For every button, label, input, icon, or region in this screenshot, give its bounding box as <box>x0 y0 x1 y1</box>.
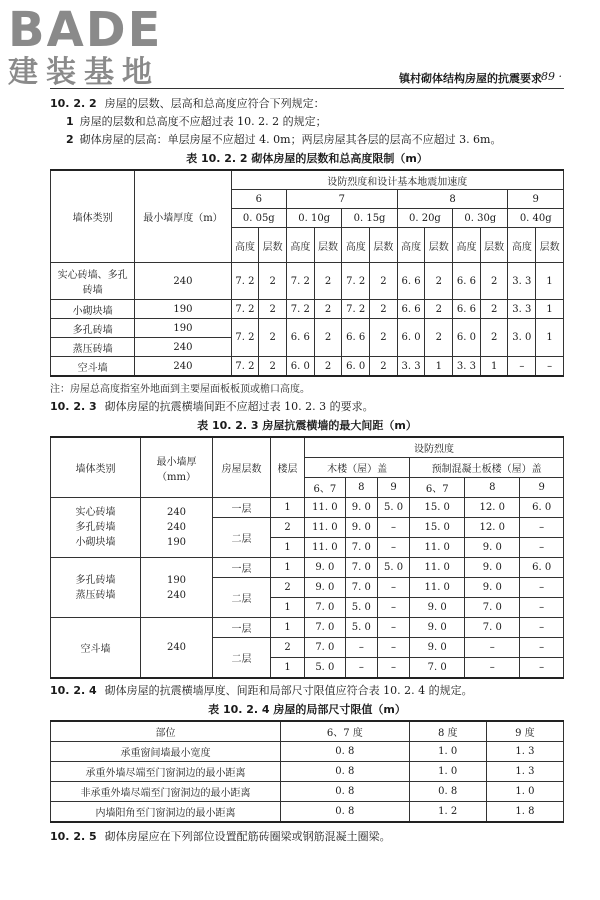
value-cell: 2 <box>370 300 398 319</box>
header-rule <box>50 88 564 89</box>
wall-type-cell: 多孔砖墙 <box>51 319 135 338</box>
wall-type-line: 实心砖墙 <box>75 507 116 518</box>
wall-type-line: 蒸压砖墙 <box>75 589 116 601</box>
value-cell: 5. 0 <box>345 598 377 618</box>
value-cell: 2 <box>259 319 287 357</box>
storeys-cell: 一层 <box>213 618 271 638</box>
value-cell: 2 <box>370 319 398 357</box>
storeys-cell: 二层 <box>213 578 271 618</box>
clause-text: 砌体房屋应在下列部位设置配筋砖圈梁或钢筋混凝土圈梁。 <box>104 830 391 843</box>
value-cell: 9. 0 <box>410 618 465 638</box>
value-cell: – <box>520 658 564 679</box>
height-header: 高度 <box>397 228 425 263</box>
value-cell: 1 <box>425 357 453 377</box>
value-cell: 1 <box>536 263 564 300</box>
value-cell: 7. 2 <box>231 357 259 377</box>
item-number: 2 <box>66 133 74 146</box>
floors-header: 层数 <box>314 228 342 263</box>
wall-spacing-table <box>50 436 564 679</box>
location-cell: 非承重外墙尽端至门窗洞边的最小距离 <box>51 782 281 802</box>
value-cell: 6. 6 <box>397 263 425 300</box>
floors-header: 层数 <box>480 228 508 263</box>
value-cell: 7. 2 <box>231 319 259 357</box>
accel-cell: 0. 20g <box>397 209 452 228</box>
value-cell: 7. 0 <box>410 658 465 679</box>
clause-10-2-2 <box>50 96 564 111</box>
height-header: 高度 <box>453 228 481 263</box>
local-dimension-table <box>50 720 564 823</box>
clause-number: 10. 2. 2 <box>50 97 97 110</box>
header-storeys: 房屋层数 <box>213 437 271 498</box>
value-cell: 7. 0 <box>345 558 377 578</box>
level-cell: 1 <box>271 538 305 558</box>
accel-cell: 0. 40g <box>508 209 564 228</box>
intensity-cell: 9 <box>520 478 564 498</box>
floors-header: 层数 <box>425 228 453 263</box>
value-cell: 2 <box>314 357 342 377</box>
table-note: 注：房屋总高度指室外地面到主要屋面板板顶或檐口高度。 <box>50 384 310 395</box>
floors-header: 层数 <box>259 228 287 263</box>
value-cell: 6. 6 <box>453 263 481 300</box>
wall-type-line: 多孔砖墙 <box>75 522 116 533</box>
value-cell: – <box>377 658 409 679</box>
item-text: 砌体房屋的层高：单层房屋不应超过 4. 0m；两层房屋其各层的层高不应超过 3. 6m。 <box>79 133 502 146</box>
value-cell: 9. 0 <box>465 538 520 558</box>
level-cell: 2 <box>271 638 305 658</box>
value-cell: 1 <box>536 319 564 357</box>
value-cell: 5. 0 <box>377 558 409 578</box>
value-cell: 2 <box>314 319 342 357</box>
value-cell: 1. 2 <box>409 802 486 823</box>
accel-cell: 0. 10g <box>286 209 341 228</box>
wall-type-line: 小砌块墙 <box>75 537 116 548</box>
value-cell: – <box>465 638 520 658</box>
thickness-line: 190 <box>166 537 187 548</box>
value-cell: – <box>536 357 564 377</box>
value-cell: 0. 8 <box>281 782 410 802</box>
value-cell: 6. 0 <box>453 319 481 357</box>
thickness-cell: 190 <box>135 300 231 319</box>
value-cell: 3. 3 <box>508 300 536 319</box>
storeys-cell: 一层 <box>213 558 271 578</box>
intensity-cell: 6、7 <box>305 478 346 498</box>
thickness-line: 240 <box>166 522 187 533</box>
intensity-cell: 9 <box>377 478 409 498</box>
value-cell: 7. 2 <box>231 263 259 300</box>
level-cell: 1 <box>271 618 305 638</box>
value-cell: – <box>377 598 409 618</box>
table-caption: 表 10. 2. 3 房屋抗震横墙的最大间距（m） <box>197 419 417 432</box>
value-cell: – <box>520 618 564 638</box>
wall-type-cell: 蒸压砖墙 <box>51 338 135 357</box>
value-cell: 1. 0 <box>409 742 486 762</box>
logo-cjk: 建装基地 <box>8 55 160 90</box>
storeys-cell: 二层 <box>213 638 271 679</box>
value-cell: – <box>520 518 564 538</box>
value-cell: 11. 0 <box>305 518 346 538</box>
header-concrete-floor: 预制混凝土板楼（屋）盖 <box>410 458 564 478</box>
value-cell: 7. 2 <box>286 300 314 319</box>
logo-latin: BADE <box>8 2 163 58</box>
value-cell: 12. 0 <box>465 498 520 518</box>
value-cell: – <box>520 578 564 598</box>
value-cell: 5. 0 <box>305 658 346 679</box>
value-cell: 3. 0 <box>508 319 536 357</box>
value-cell: 6. 0 <box>342 357 370 377</box>
value-cell: – <box>520 538 564 558</box>
logo <box>8 2 163 90</box>
thickness-cell: 240 <box>141 618 213 679</box>
value-cell: 15. 0 <box>410 518 465 538</box>
value-cell: 7. 0 <box>305 618 346 638</box>
value-cell: 7. 2 <box>342 263 370 300</box>
value-cell: – <box>520 638 564 658</box>
value-cell: 2 <box>425 263 453 300</box>
intensity-cell: 8 <box>345 478 377 498</box>
clause-text: 砌体房屋的抗震横墙间距不应超过表 10. 2. 3 的要求。 <box>104 400 374 413</box>
thickness-cell: 240 <box>135 338 231 357</box>
value-cell: 1. 0 <box>486 782 563 802</box>
value-cell: 2 <box>480 300 508 319</box>
value-cell: 7. 0 <box>345 538 377 558</box>
wall-type-cell: 实心砖墙、多孔砖墙 <box>51 263 135 300</box>
value-cell: – <box>465 658 520 679</box>
value-cell: 6. 6 <box>286 319 314 357</box>
value-cell: – <box>508 357 536 377</box>
item-number: 1 <box>66 115 74 128</box>
accel-cell: 0. 05g <box>231 209 286 228</box>
value-cell: 2 <box>425 300 453 319</box>
value-cell: 5. 0 <box>377 498 409 518</box>
wall-type-line: 多孔砖墙 <box>75 574 116 586</box>
value-cell: 7. 2 <box>286 263 314 300</box>
value-cell: 9. 0 <box>345 498 377 518</box>
value-cell: – <box>377 578 409 598</box>
clause-number: 10. 2. 5 <box>50 830 97 843</box>
value-cell: 9. 0 <box>345 518 377 538</box>
clause-10-2-5 <box>50 829 564 844</box>
accel-cell: 0. 15g <box>342 209 397 228</box>
value-cell: 11. 0 <box>305 538 346 558</box>
intensity-cell: 8 <box>397 190 508 209</box>
header-wall-type: 墙体类别 <box>51 170 135 263</box>
header-min-thickness: 最小墙厚度（m） <box>135 170 231 263</box>
value-cell: – <box>377 538 409 558</box>
clause-10-2-4 <box>50 683 564 698</box>
value-cell: 6. 0 <box>520 498 564 518</box>
header-intensity-group: 设防烈度和设计基本地震加速度 <box>231 170 563 190</box>
value-cell: 2 <box>259 357 287 377</box>
wall-type-cell: 小砌块墙 <box>51 300 135 319</box>
thickness-line: 240 <box>166 507 187 518</box>
location-cell: 承重窗间墙最小宽度 <box>51 742 281 762</box>
value-cell: 7. 2 <box>342 300 370 319</box>
value-cell: 3. 3 <box>453 357 481 377</box>
thickness-cell: 240 <box>135 263 231 300</box>
value-cell: 9. 0 <box>465 558 520 578</box>
wall-type-cell <box>51 558 141 618</box>
value-cell: 7. 0 <box>305 638 346 658</box>
clause-number: 10. 2. 3 <box>50 400 97 413</box>
table-caption: 表 10. 2. 2 砌体房屋的层数和总高度限制（m） <box>186 152 428 165</box>
clause-item <box>50 132 564 147</box>
wall-type-cell: 空斗墙 <box>51 618 141 679</box>
value-cell: 2 <box>314 263 342 300</box>
floors-header: 层数 <box>536 228 564 263</box>
page-content <box>50 96 564 847</box>
level-cell: 1 <box>271 598 305 618</box>
level-cell: 2 <box>271 578 305 598</box>
value-cell: 11. 0 <box>410 538 465 558</box>
header-intensity: 8 度 <box>409 721 486 742</box>
value-cell: 11. 0 <box>410 578 465 598</box>
page-number: · 89 · <box>534 70 562 83</box>
value-cell: 7. 0 <box>465 618 520 638</box>
header-intensity: 设防烈度 <box>305 437 564 458</box>
value-cell: 1 <box>536 300 564 319</box>
value-cell: 2 <box>259 263 287 300</box>
floors-header: 层数 <box>370 228 398 263</box>
value-cell: 7. 2 <box>231 300 259 319</box>
value-cell: 11. 0 <box>305 498 346 518</box>
value-cell: 2 <box>425 319 453 357</box>
storeys-cell: 一层 <box>213 498 271 518</box>
value-cell: 12. 0 <box>465 518 520 538</box>
value-cell: 2 <box>480 319 508 357</box>
value-cell: 9. 0 <box>410 638 465 658</box>
height-header: 高度 <box>286 228 314 263</box>
wall-type-cell: 空斗墙 <box>51 357 135 377</box>
value-cell: – <box>345 658 377 679</box>
value-cell: – <box>377 518 409 538</box>
thickness-line: 190 <box>166 574 187 586</box>
thickness-cell <box>141 498 213 558</box>
value-cell: 6. 6 <box>453 300 481 319</box>
intensity-cell: 9 <box>508 190 564 209</box>
level-cell: 2 <box>271 518 305 538</box>
value-cell: 9. 0 <box>410 598 465 618</box>
header-location: 部位 <box>51 721 281 742</box>
header-wood-floor: 木楼（屋）盖 <box>305 458 410 478</box>
storeys-cell: 二层 <box>213 518 271 558</box>
location-cell: 内墙阳角至门窗洞边的最小距离 <box>51 802 281 823</box>
value-cell: 0. 8 <box>409 782 486 802</box>
value-cell: 3. 3 <box>508 263 536 300</box>
value-cell: 2 <box>370 263 398 300</box>
intensity-cell: 6、7 <box>410 478 465 498</box>
value-cell: 9. 0 <box>305 558 346 578</box>
intensity-cell: 7 <box>286 190 397 209</box>
value-cell: – <box>345 638 377 658</box>
value-cell: 6. 6 <box>397 300 425 319</box>
header-level: 楼层 <box>271 437 305 498</box>
header-min-thickness: 最小墙厚（mm） <box>141 437 213 498</box>
clause-text: 砌体房屋的抗震横墙厚度、间距和局部尺寸限值应符合表 10. 2. 4 的规定。 <box>104 684 473 697</box>
clause-text: 房屋的层数、层高和总高度应符合下列规定： <box>104 97 325 110</box>
value-cell: 6. 0 <box>286 357 314 377</box>
value-cell: 15. 0 <box>410 498 465 518</box>
thickness-cell: 240 <box>135 357 231 377</box>
value-cell: 7. 0 <box>345 578 377 598</box>
value-cell: 1. 3 <box>486 742 563 762</box>
value-cell: 0. 8 <box>281 802 410 823</box>
height-header: 高度 <box>231 228 259 263</box>
wall-type-cell <box>51 498 141 558</box>
item-text: 房屋的层数和总高度不应超过表 10. 2. 2 的规定； <box>79 115 327 128</box>
header-intensity: 9 度 <box>486 721 563 742</box>
value-cell: 11. 0 <box>410 558 465 578</box>
thickness-line: 240 <box>166 589 187 601</box>
thickness-cell <box>141 558 213 618</box>
accel-cell: 0. 30g <box>453 209 508 228</box>
running-title: 镇村砌体结构房屋的抗震要求 <box>399 72 542 85</box>
level-cell: 1 <box>271 658 305 679</box>
value-cell: 2 <box>480 263 508 300</box>
intensity-cell: 6 <box>231 190 286 209</box>
value-cell: 6. 0 <box>520 558 564 578</box>
value-cell: 3. 3 <box>397 357 425 377</box>
value-cell: – <box>377 638 409 658</box>
value-cell: 1. 3 <box>486 762 563 782</box>
height-limit-table <box>50 169 564 377</box>
value-cell: 0. 8 <box>281 742 410 762</box>
value-cell: 0. 8 <box>281 762 410 782</box>
intensity-cell: 8 <box>465 478 520 498</box>
value-cell: 9. 0 <box>465 578 520 598</box>
level-cell: 1 <box>271 498 305 518</box>
value-cell: 1. 8 <box>486 802 563 823</box>
header-intensity: 6、7 度 <box>281 721 410 742</box>
clause-number: 10. 2. 4 <box>50 684 97 697</box>
value-cell: 1. 0 <box>409 762 486 782</box>
header-wall-type: 墙体类别 <box>51 437 141 498</box>
value-cell: 2 <box>314 300 342 319</box>
value-cell: – <box>377 618 409 638</box>
value-cell: 2 <box>259 300 287 319</box>
value-cell: 6. 6 <box>342 319 370 357</box>
value-cell: – <box>520 598 564 618</box>
height-header: 高度 <box>342 228 370 263</box>
value-cell: 1 <box>480 357 508 377</box>
table-caption: 表 10. 2. 4 房屋的局部尺寸限值（m） <box>208 703 406 716</box>
clause-item <box>50 114 564 129</box>
value-cell: 6. 0 <box>397 319 425 357</box>
value-cell: 2 <box>370 357 398 377</box>
value-cell: 5. 0 <box>345 618 377 638</box>
value-cell: 7. 0 <box>465 598 520 618</box>
level-cell: 1 <box>271 558 305 578</box>
value-cell: 9. 0 <box>305 578 346 598</box>
height-header: 高度 <box>508 228 536 263</box>
location-cell: 承重外墙尽端至门窗洞边的最小距离 <box>51 762 281 782</box>
clause-10-2-3 <box>50 399 564 414</box>
value-cell: 7. 0 <box>305 598 346 618</box>
thickness-cell: 190 <box>135 319 231 338</box>
